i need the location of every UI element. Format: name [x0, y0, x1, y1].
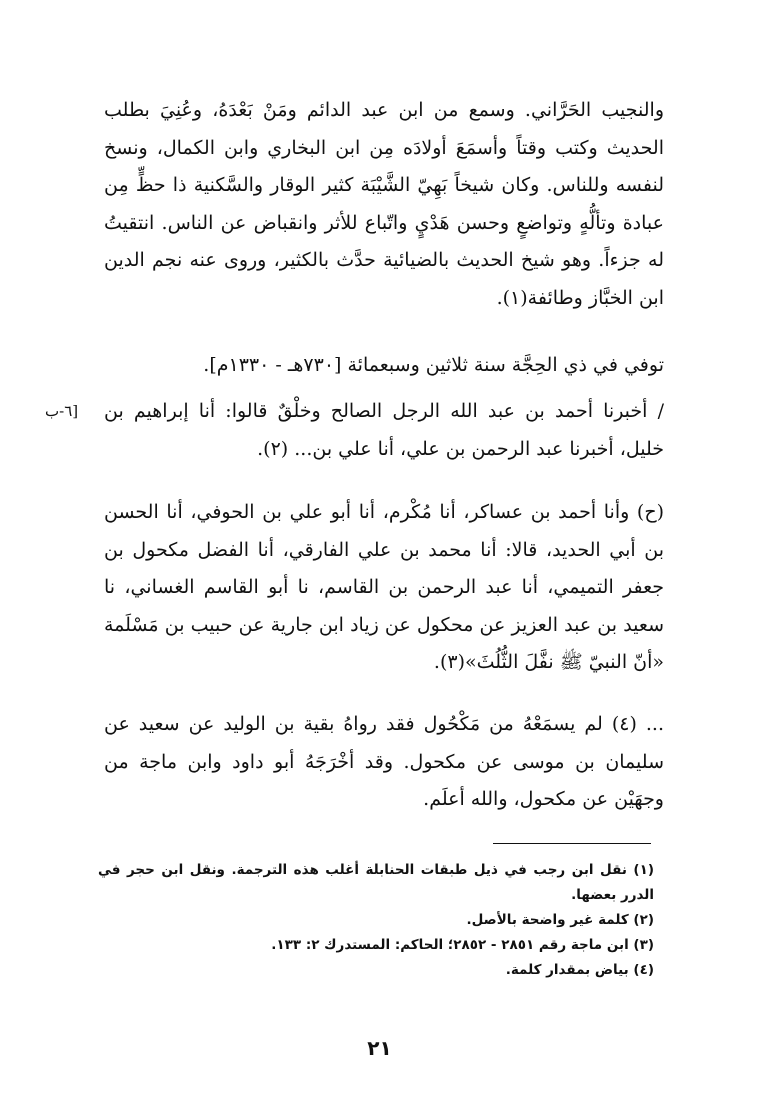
- footnotes-section: [98, 858, 654, 983]
- footnote-2: (٢) كلمة غير واضحة بالأصل.: [466, 912, 654, 928]
- paragraph-isnad-first: / أخبرنا أحمد بن عبد الله الرجل الصالح وخلْقٌ قالوا: أنا إبراهيم بن خليل، أخبرنا عبد الرحمن بن علي، أنا علي بن... (٢).: [104, 400, 664, 460]
- footnote-4: (٤) بياض بمقدار كلمة.: [505, 962, 654, 978]
- paragraph-isnad-second: (ح) وأنا أحمد بن عساكر، أنا مُكْرم، أنا أبو علي بن الحوفي، أنا الحسن بن أبي الحديد، قالا: أنا محمد بن علي الفارقي، أنا الفضل مكحول بن جعفر التميمي، أنا عبد الرحمن بن القاسم، نا أبو القاسم الغساني، نا سعيد بن عبد العزيز عن محكول عن زياد ابن جارية عن حبيب بن مَسْلَمة «أنّ النبيّ ﷺ نفَّلَ الثُّلُثَ»(٣).: [104, 501, 664, 673]
- paragraph-commentary: ... (٤) لم يسمَعْهُ من مَكْحُول فقد رواهُ بقية بن الوليد عن سعيد عن سليمان بن موسى عن مكحول. وقد أخْرَجَهُ أبو داود وابن ماجة من وجهَيْن عن مكحول، والله أعلَم.: [104, 713, 665, 810]
- footnote-1: (١) نقل ابن رجب في ذيل طبقات الحنابلة أغلب هذه الترجمة. ونقل ابن حجر في الدرر بعضها.: [98, 862, 654, 903]
- page-number: ٢١: [367, 1036, 392, 1060]
- paragraph-death-date: توفي في ذي الحِجَّة سنة ثلاثين وسبعمائة [٧٣٠هـ - ١٣٣٠م].: [203, 354, 664, 376]
- footnote-divider: [493, 843, 651, 844]
- footnote-3: (٣) ابن ماجة رقم ٢٨٥١ - ٢٨٥٢؛ الحاكم: المستدرك ٢: ١٣٣.: [271, 937, 654, 953]
- manuscript-folio-marker: [٦-ب: [45, 402, 79, 420]
- paragraph-biography: والنجيب الحَرَّاني. وسمع من ابن عبد الدائم ومَنْ بَعْدَهُ، وعُنِيَ بطلب الحديث وكتب وقتاً وأسمَعَ أولادَه مِن ابن البخاري وابن الكمال، ونسخ لنفسه وللناس. وكان شيخاً بَهِيّ الشَّيْبَة كثير الوقار والسَّكنية ذا حظٍّ مِن عبادة وتألُّهٍ وتواضعٍ وحسن هَدْيٍ واتّباع للأثر وانقباض عن الناس. انتقيتُ له جزءاً. وهو شيخ الحديث بالضيائية حدَّث بالكثير، وروى عنه نجم الدين ابن الخبَّاز وطائفة(١).: [104, 99, 664, 309]
